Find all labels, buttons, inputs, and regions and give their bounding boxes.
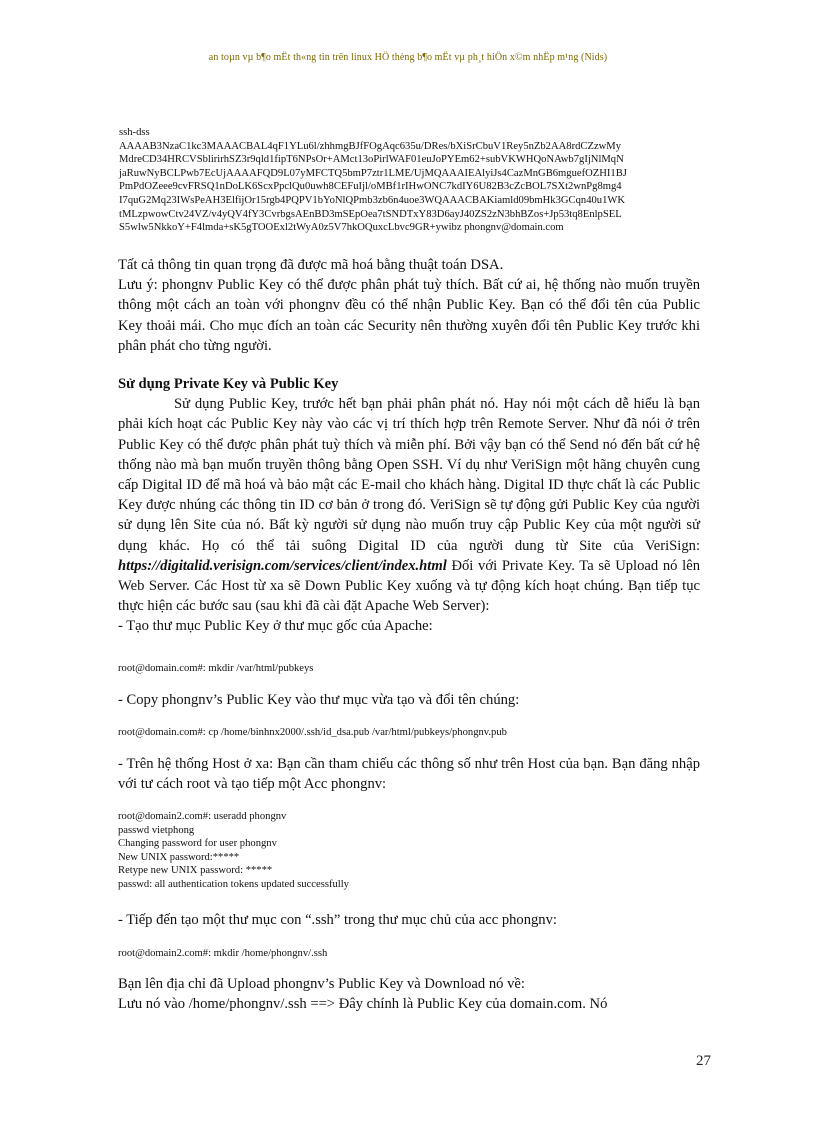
step-copy — [118, 690, 700, 710]
section-body — [118, 394, 700, 616]
command-line: root@domain.com#: cp /home/binhnx2000/.ssh/id_dsa.pub /var/html/pubkeys/phongnv.pub — [118, 727, 507, 738]
command-line: Changing password for user phongnv — [118, 838, 277, 850]
command-copy — [118, 726, 700, 740]
command-line: Retype new UNIX password: ***** — [118, 865, 273, 877]
command-line: root@domain2.com#: mkdir /home/phongnv/.ssh — [118, 948, 328, 959]
command-mkdir — [118, 662, 700, 676]
dsa-paragraph — [118, 255, 700, 356]
step-remote-text: - Trên hệ thống Host ở xa: Bạn cần tham chiếu các thông số như trên Host của bạn. Bạn đăng nhập với tư cách root và tạo tiếp một Acc phongnv: — [118, 756, 700, 793]
command-line: root@domain2.com#: useradd phongnv — [118, 811, 287, 822]
final-paragraph — [118, 974, 700, 1014]
step-create-dir: - Tạo thư mục Public Key ở thư mục gốc của Apache: — [118, 618, 433, 635]
page-number: 27 — [696, 1053, 711, 1069]
dsa-sentence: Tất cả thông tin quan trọng đã được mã hoá bằng thuật toán DSA. — [118, 257, 504, 273]
ssh-key-block — [119, 126, 701, 235]
section-body-text: Sử dụng Public Key, trước hết bạn phải phân phát nó. Hay nói một cách dễ hiểu là bạn phải kích hoạt các Public Key này vào các vị trí thích hợp trên Remote Server. Như đã nói ở trên Public Key có thể được phân phát tuỳ thích và miễn phí. Bởi vậy bạn có thể Send nó đến bất cứ hệ thống nào mà bạn muốn truyền thông bằng Open SSH. Ví dụ như VeriSign một hãng chuyên cung cấp Digital ID để mã hoá và bảo mật các E-mail cho khách hàng. Digital ID thực chất là các Public Key được nhúng các thông tin ID cơ bản ở trong đó. VeriSign sẽ tự động gửi Public Key của người sử dụng lên Site của nó. Bất kỳ người sử dụng nào muốn truy cập Public Key của một người sử dụng khác. Họ có thể tải suông Digital ID của người dung từ Site của VeriSign: — [118, 396, 700, 554]
ssh-key-line: MdreCD34HRCVSblirirhSZ3r9qld1fipT6NPsOr+AMct13oPirlWAF01euJoPYEm62+subVKWHQoNAwb7gIjNlMqN — [119, 154, 624, 166]
final-line: Lưu nó vào /home/phongnv/.ssh ==> Đây chính là Public Key của domain.com. Nó — [118, 996, 608, 1013]
command-mkdir-ssh — [118, 947, 700, 961]
ssh-key-line: I7quG2Mq23IWsPeAH3ElfijOr15rgb4PQPV1bYoNlQPmb3zb6n4uoe3WQAAACBAKiamld09bmHk3GCqn40u1WK — [119, 194, 626, 206]
step-remote-host — [118, 754, 700, 794]
step-ssh-dir-text: - Tiếp đến tạo một thư mục con “.ssh” trong thư mục chủ của acc phongnv: — [118, 912, 557, 928]
ssh-key-line: tMLzpwowCtv24VZ/v4yQV4fY3CvrbgsAEnBD3mSEpOea7tSNDTxY83D6ayJ40ZS2zN3bhBZos+Jp53tq8EnlpSEL — [119, 208, 622, 220]
command-line: root@domain.com#: mkdir /var/html/pubkeys — [118, 663, 314, 674]
step-ssh-dir — [118, 910, 700, 930]
final-line: Bạn lên địa chỉ đã Upload phongnv’s Public Key và Download nó về: — [118, 976, 525, 992]
public-key-note: Lưu ý: phongnv Public Key có thể được phân phát tuỳ thích. Bất cứ ai, hệ thống nào muốn truyền thông một cách an toàn với phongnv đều có thể nhận Public Key. Bạn có thể đổi tên của Public Key thoải mái. Cho mục đích an toàn các Security nên thường xuyên đổi tên Public Key trước khi phân phát cho từng người. — [118, 277, 700, 354]
usage-section — [118, 374, 700, 637]
verisign-link[interactable]: https://digitalid.verisign.com/services/client/index.html — [118, 557, 447, 574]
ssh-key-label: ssh-dss — [119, 127, 150, 138]
ssh-key-line: PmPdOZeee9cvFRSQ1nDoLK6ScxPpclQu0uwh8CEFuIjl/oMBf1rIHwONC7kdIY6U82B3cZcBOL7SXt2wnPg8mg4 — [119, 181, 622, 193]
ssh-key-line: AAAAB3NzaC1kc3MAAACBAL4qF1YLu6l/zhhmgBJfFOgAqc635u/DRes/bXiSrCbuV1Rey5nZb2AA8rdCZzwMy — [119, 140, 622, 152]
command-line: passwd: all authentication tokens updated successfully — [118, 878, 349, 890]
command-line: passwd vietphong — [118, 824, 195, 836]
ssh-key-line: S5wlw5NkkoY+F4lmda+sK5gTOOExl2tWyA0z5V7hkOQuxcLbvc9GR+ywibz phongnv@domain.com — [119, 222, 564, 234]
section-heading: Sử dụng Private Key và Public Key — [118, 376, 339, 392]
step-copy-text: - Copy phongnv’s Public Key vào thư mục vừa tạo và đổi tên chúng: — [118, 692, 520, 708]
after-url-text: Đối với Private Key. Ta sẽ Upload nó lên Web Server. Các Host từ xa sẽ Down Public Key xuống và tự động kích hoạt chúng. Bạn tiếp tục thực hiện các bước sau (sau khi đã cài đặt Apache Web Server): — [118, 557, 700, 615]
command-useradd-block — [118, 810, 700, 892]
command-line: New UNIX password:***** — [118, 851, 240, 863]
ssh-key-line: jaRuwNyBCLPwb7EcUjAAAAFQD9L07yMFCTQ5bmP7ztr1LME/UjMQAAAIEAlyiJs4CazMnGB6mguefOZHI1BJ — [119, 167, 627, 179]
page-header: an toµn vµ b¶o mËt th«ng tin trên linux HÖ thèng b¶o mËt vµ ph¸t hiÖn x©m nhËp m¹ng (Nids) — [208, 52, 608, 63]
